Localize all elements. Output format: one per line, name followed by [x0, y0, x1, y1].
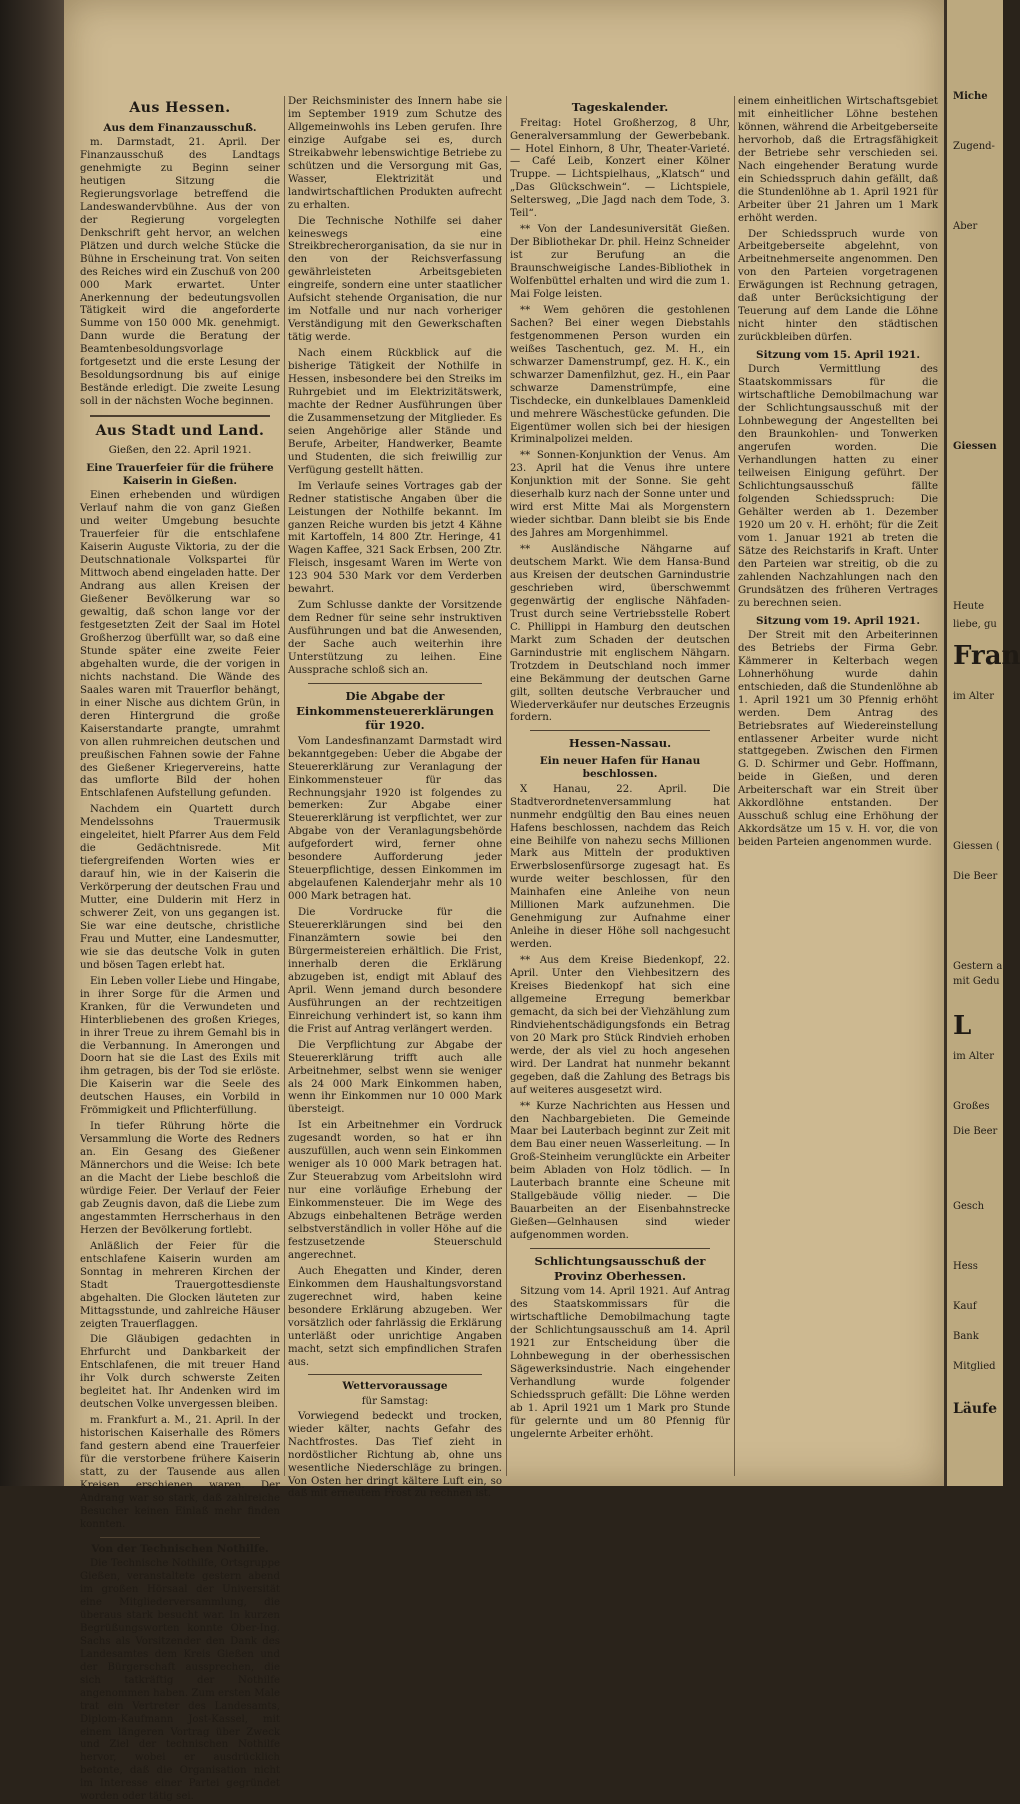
- strip-line: Zugend-: [953, 141, 995, 152]
- column-rule: [506, 96, 507, 1476]
- article-paragraph: Vom Landesfinanzamt Darmstadt wird bekanntgegeben: Ueber die Abgabe der Steuererklärung zur Veranlagung der Einkommensteuer für das Rechnungsjahr 1920 ist folgendes zu bemerken: Zur Abgabe einer Steuererklärung ist verpflichtet, wer zur Abgabe von der Veranlagungsbehörde aufgefordert wird, ferner ohne besondere Aufforderung jeder Steuerpflichtige, dessen Einkommen im abgelaufenen Kalenderjahr mehr als 10 000 Mark betragen hat.: [288, 735, 502, 903]
- article-paragraph: Die Vordrucke für die Steuererklärungen sind bei den Finanzämtern sowie bei den Bürgermeistereien erhältlich. Die Frist, innerhalb deren die Erklärung abzugeben ist, endigt mit Ablauf des April. Wenn jemand durch besondere Ausführungen an der rechtzeitigen Einreichung verhindert ist, so kann ihm die Frist auf Antrag verlängert werden.: [288, 907, 502, 1035]
- column-2: [288, 96, 502, 1500]
- divider: [530, 1248, 710, 1249]
- column-1: [80, 96, 280, 1803]
- column-4: [738, 96, 938, 1476]
- strip-line: Giessen: [953, 441, 997, 452]
- article-title: Schlichtungsausschuß der Provinz Oberhessen.: [534, 1254, 706, 1283]
- strip-line: Giessen (: [953, 841, 1000, 852]
- article-text: m. Darmstadt, 21. April. Der Finanzausschuß des Landtags genehmigte zu Beginn seiner heutigen Sitzung die Regierungsvorlage betreffend die Landeswandervbühne. Aus der von der Regierung vorgelegten Denkschrift geht hervor, an welchen Plätzen und durch welche Stücke die Bühne in Erscheinung trat. Von seiten des Reiches wird ein Zuschuß von 200 000 Mark erwartet. Unter Anerkennung der bedeutungsvollen Tätigkeit wird die angeforderte Summe von 150 000 Mk. genehmigt. Dann wurde die Beratung der Beamtenbesoldungsvorlage fortgesetzt und die erste Lesung der Besoldungsordnung bis auf einige Bestände erledigt. Die zweite Lesung soll in der nächsten Woche beginnen.: [80, 137, 280, 408]
- article-paragraph: Ein Leben voller Liebe und Hingabe, in ihrer Sorge für die Armen und Kranken, für die Verwundeten und Hinterbliebenen des großen Krieges, in ihrer Treue zu ihrem Gemahl bis in die Verbannung. In Amerongen und Doorn hat sie die Last des Exils mit ihm getragen, bis der Tod sie erlöste. Die Kaiserin war die Seele des deutschen Hauses, ein Vorbild in Frömmigkeit und Pflichterfüllung.: [80, 975, 280, 1117]
- strip-line: Läufe: [953, 1401, 998, 1417]
- strip-line: Hess: [953, 1261, 978, 1272]
- article-text: Die Technische Nothilfe, Ortsgruppe Gießen, veranstaltete gestern abend im großen Hörsaal der Universität eine Mitgliederversammlung, die überaus stark besucht war. In kurzen Begrüßungsworten konnte Ober-Ing. Sachs als Vorsitzender den Dank des Landesamtes dem Kreis Gießen und der Bürgerschaft aussprechen, die sich tatkräftig der Nothilfe angenommen haben. Zum ersten Male trat ein Vertreter des Landesamts, Diplom-Kaufmann Jost-Kassel, mit einem längeren Vortrag über Zweck und Ziel der technischen Nothilfe hervor, wobei er ausdrücklich betonte, daß die Organisation nicht im Interesse einer Partei gegründet worden oder tätig sei.: [80, 1558, 280, 1803]
- book-binding: [0, 0, 72, 1486]
- article-paragraph: Die Technische Nothilfe sei daher keineswegs eine Streikbrecherorganisation, da sie nur in den von der Reichsverfassung gewährleisteten Arbeitsgebieten eingreife, sondern eine unter staatlicher Aufsicht stehende Organisation, die nur im Notfalle und nur nach vorheriger Verständigung mit den Gewerkschaften tätig werde.: [288, 215, 502, 344]
- article-paragraph: Der Reichsminister des Innern habe sie im September 1919 zum Schutze des Allgemeinwohls ins Leben gerufen. Ihre einzige Aufgabe sei es, durch Streikabwehr lebenswichtige Betriebe zu schützen und die Versorgung mit Gas, Wasser, Elektrizität und landwirtschaftlichen Produkten aufrecht zu erhalten.: [288, 96, 502, 211]
- article-text: ** Aus dem Kreise Biedenkopf, 22. April. Unter den Viehbesitzern des Kreises Biedenkopf hat sich eine allgemeine Erregung bemerkbar gemacht, da sich bei der Viehzählung zum Rindviehentschädigungsfonds ein Betrag von 20 Mark pro Stück Rindvieh erhoben werde, der als viel zu hoch angesehen wird. Der Landrat hat nunmehr bekannt gegeben, daß die Zahlung des Betrags bis auf weiteres ausgesetzt wird.: [510, 955, 730, 1096]
- strip-line: mit Gedu: [953, 976, 1000, 987]
- article-subtitle: Ein neuer Hafen für Hanau beschlossen.: [539, 755, 701, 781]
- article-text: X Hanau, 22. April. Die Stadtverordnetenversammlung hat nunmehr endgültig den Bau eines neuen Hafens beschlossen, nachdem das Reich eine Beihilfe von nahezu sechs Millionen Mark aus Mitteln der produktiven Erwerbslosenfürsorge zugesagt hat. Es wurde weiter beschlossen, für den Mainhafen eine Anleihe von neun Millionen Mark aufzunehmen. Die Genehmigung zur Aufnahme einer Anleihe in dieser Höhe soll nachgesucht werden.: [510, 783, 730, 951]
- notice: ** Sonnen-Konjunktion der Venus. Am 23. April hat die Venus ihre untere Konjunktion mit der Sonne. Sie geht dieserhalb kurz nach der Sonne unter und wird erst Mitte Mai als Morgenstern wieder sichtbar. Dann bleibt sie bis Ende des Jahres am Morgenhimmel.: [510, 450, 730, 540]
- article-subtitle: Von der Technischen Nothilfe.: [91, 1542, 269, 1555]
- divider: [308, 683, 482, 684]
- article-text: Durch Vermittlung des Staatskommissars für die wirtschaftliche Demobilmachung war der Schlichtungsausschuß mit der Lohnbewegung der Angestellten bei den Braunkohlen- und Tonwerken angerufen worden. Die Verhandlungen hatten zu einer teilweisen Einigung geführt. Der Schlichtungsausschuß fällte folgenden Schiedsspruch: Die Gehälter werden ab 1. Dezember 1920 um 20 v. H. erhöht; für die Zeit vom 1. Januar 1921 ab treten die Sätze des Reichstarifs in Kraft. Unter den Parteien war streitig, ob die zu zahlenden Nachzahlungen nach den Grundsätzen des früheren Vertrages zu berechnen seien.: [738, 364, 938, 609]
- article-paragraph: Die Gläubigen gedachten in Ehrfurcht und Dankbarkeit der Entschlafenen, die mit treuer Hand ihr Volk durch schwerste Zeiten begleitet hat. Ihr Andenken wird im deutschen Volke unvergessen bleiben.: [80, 1334, 280, 1411]
- notice: ** Von der Landesuniversität Gießen. Der Bibliothekar Dr. phil. Heinz Schneider ist zur Berufung an die Braunschweigische Landes-Bibliothek in Wolfenbüttel erhalten und wird die zum 1. Mai Folge leisten.: [510, 224, 730, 300]
- sitzung-title: Sitzung vom 19. April 1921.: [756, 614, 920, 627]
- strip-line: liebe, gu: [953, 619, 997, 630]
- strip-line: Gestern a: [953, 961, 1003, 972]
- article-paragraph: Nachdem ein Quartett durch Mendelssohns Trauermusik eingeleitet, hielt Pfarrer Aus dem Feld die Gedächtnisrede. Mit tiefergreifenden Worten wies er darauf hin, wie in der Kaiserin die Verkörperung der deutschen Frau und Mutter, eine Dulderin mit Herz in schwerer Zeit, von uns gegangen ist. Sie war eine deutsche, christliche Frau und Mutter, eine Landesmutter, wie sie das deutsche Volk in guten und bösen Tagen erlebt hat.: [80, 804, 280, 971]
- divider: [308, 1374, 482, 1375]
- strip-line: Bank: [953, 1331, 979, 1342]
- strip-line: im Alter: [953, 691, 994, 702]
- article-subtitle: Eine Trauerfeier für die frühere Kaiserin in Gießen.: [86, 461, 274, 488]
- weather-title: Wettervoraussage: [342, 1380, 448, 1393]
- article-paragraph: Im Verlaufe seines Vortrages gab der Redner statistische Angaben über die Leistungen der Nothilfe bekannt. Im ganzen Reiche wurden bis jetzt 4 Kähne mit Kartoffeln, 14 800 Ztr. Heringe, 41 Wagen Kaffee, 321 Sack Erbsen, 200 Ztr. Fleisch, insgesamt Waren im Werte von 123 904 530 Mark vor dem Verderben bewahrt.: [288, 480, 502, 596]
- section-title-stadt: Aus Stadt und Land.: [95, 423, 265, 440]
- strip-line: Mitglied: [953, 1361, 996, 1372]
- article-paragraph: Anläßlich der Feier für die entschlafene Kaiserin wurden am Sonntag in mehreren Kirchen der Stadt Trauergottesdienste abgehalten. Die Glocken läuteten zur Mittagsstunde, und zahlreiche Häuser zeigten Trauerflaggen.: [80, 1240, 280, 1330]
- weather-subtitle: für Samstag:: [361, 1395, 429, 1407]
- notice: ** Ausländische Nähgarne auf deutschem Markt. Wie dem Hansa-Bund aus Kreisen der deutschen Garnindustrie geschrieben wird, überschwemmt gegenwärtig der englische Nähfaden-Trust durch seine Vertriebsstelle Robert C. Phillippi in Hamburg den deutschen Markt zum Schaden der deutschen Garnindustrie mit englischem Nähgarn. Trotzdem in Deutschland noch immer eine Bekämmung der deutschen Garne gilt, sollten deutsche Verbraucher und Wiederverkäufer nur deutsches Erzeugnis fordern.: [510, 544, 730, 724]
- column-rule: [284, 96, 285, 1476]
- strip-line: Die Beer: [953, 871, 998, 882]
- article-paragraph: Ist ein Arbeitnehmer ein Vordruck zugesandt worden, so hat er ihn auszufüllen, auch wenn sein Einkommen weniger als 10 000 Mark betragen hat. Zur Steuerabzug vom Arbeitslohn wird nur eine vorläufige Erhebung der Einkommensteuer. Die im Wege des Abzugs einbehaltenen Beträge werden selbstverständlich in voller Höhe auf die festzusetzende Steuerschuld angerechnet.: [288, 1120, 502, 1261]
- article-text: Sitzung vom 14. April 1921. Auf Antrag des Staatskommissars für die wirtschaftliche Demobilmachung tagte der Schlichtungsausschuß am 14. April 1921 zur Entscheidung über die Lohnbewegung in der oberhessischen Sägewerksindustrie. Nach eingehender Verhandlung wurde folgender Schiedsspruch gefällt: Die Löhne werden ab 1. April 1921 um 1 Mark pro Stunde für gelernte und um 80 Pfennig für ungelernte Arbeiter erhöht.: [510, 1286, 730, 1440]
- strip-line: Großes: [953, 1101, 990, 1112]
- divider: [90, 415, 270, 417]
- article-text: ** Kurze Nachrichten aus Hessen und den Nachbargebieten. Die Gemeinde Maar bei Lauterbach beginnt zur Zeit mit dem Bau einer neuen Wasserleitung. — In Groß-Steinheim verunglückte ein Arbeiter beim Abladen von Holz tödlich. — In Lauterbach brannte eine Scheune mit Stallgebäude völlig nieder. — Die Bauarbeiten an der Eisenbahnstrecke Gießen—Gelnhausen sind wieder aufgenommen worden.: [510, 1100, 730, 1242]
- dateline: Gießen, den 22. April 1921.: [108, 444, 252, 456]
- article-paragraph: Die Verpflichtung zur Abgabe der Steuererklärung trifft auch alle Arbeitnehmer, selbst wenn sie weniger als 24 000 Mark Einkommen haben, wenn ihr Einkommen nur 10 000 Mark übersteigt.: [288, 1039, 502, 1116]
- divider: [100, 1537, 260, 1538]
- strip-line: Aber: [953, 221, 978, 232]
- article-paragraph: In tiefer Rührung hörte die Versammlung die Worte des Redners an. Ein Gesang des Gießener Männerchors und die Weise: Ich bete an die Macht der Liebe beschloß die würdige Feier. Der Verlauf der Feier gab Zeugnis davon, daß die Liebe zum angestammten Herrscherhaus in den Herzen der Bevölkerung fortlebt.: [80, 1121, 280, 1236]
- article-title: Die Abgabe der Einkommensteuererklärungen für 1920.: [296, 688, 494, 733]
- strip-line: Heute: [953, 601, 985, 612]
- article-paragraph: m. Frankfurt a. M., 21. April. In der historischen Kaiserhalle des Römers fand gestern abend eine Trauerfeier für die verstorbene frühere Kaiserin statt, zu der Tausende aus allen Kreisen erschienen waren. Der Andrang war so stark, daß zahlreiche Besucher keinen Einlaß mehr finden konnten.: [80, 1415, 280, 1530]
- sitzung-title: Sitzung vom 15. April 1921.: [756, 349, 920, 362]
- divider: [530, 730, 710, 731]
- strip-line: L: [953, 1011, 972, 1041]
- article-paragraph: Der Schiedsspruch wurde von Arbeitgeberseite abgelehnt, von Arbeitnehmerseite angenommen. Den von den Parteien vorgetragenen Erwägungen ist Rechnung getragen, daß unter Berücksichtigung der Teuerung auf dem Lande die Löhne nicht hinter den städtischen zurückbleiben dürfen.: [738, 228, 938, 344]
- article-paragraph: einem einheitlichen Wirtschaftsgebiet mit einheitlicher Löhne bestehen können, während die Arbeitgeberseite hervorhob, daß die Ertragsfähigkeit der Betriebe sehr verschieden sei. Nach eingehender Beratung wurde ein Schiedsspruch dahin gefällt, daß die Stundenlöhne ab 1. April 1921 für Arbeiter über 21 Jahren um 1 Mark erhöht werden.: [738, 96, 938, 224]
- notice: ** Wem gehören die gestohlenen Sachen? Bei einer wegen Diebstahls festgenommenen Person wurden ein weißes Taschentuch, gez. M. H., ein schwarzer Damenstrumpf, gez. H. K., ein schwarzer Damenfilzhut, gez. H., ein Paar schwarze Damenstrümpfe, eine Tischdecke, ein dunkelblaues Damenkleid und mehrere Wäschestücke gefunden. Die Eigentümer wollen sich bei der hiesigen Kriminalpolizei melden.: [510, 304, 730, 446]
- article-paragraph: Einen erhebenden und würdigen Verlauf nahm die von ganz Gießen und weiter Umgebung besuchte Trauerfeier für die entschlafene Kaiserin Auguste Viktoria, zu der die Deutschnationale Volkspartei für Mittwoch abend eingeladen hatte. Der Andrang aus allen Kreisen der Gießener Bevölkerung war so gewaltig, daß schon lange vor der festgesetzten Zeit der Saal im Hotel Großherzog überfüllt war, so daß eine Stunde später eine zweite Feier abgehalten wurde, die der vorigen in nichts nachstand. Die Wände des Saales waren mit Trauerflor behängt, in einer Nische aus dichtem Grün, in deren Hintergrund die große Kaiserstandarte prangte, umrahmt von allen ruhmreichen deutschen und preußischen Fahnen sowie der Fahne des Gießener Kriegervereins, hatte das umflorte Bild der hohen Entschlafenen Aufstellung gefunden.: [80, 490, 280, 800]
- article-paragraph: Auch Ehegatten und Kinder, deren Einkommen dem Haushaltungsvorstand zugerechnet wird, haben keine besondere Erklärung abzugeben. Wer vorsätzlich oder fahrlässig die Erklärung unterläßt oder unrichtige Angaben macht, setzt sich empfindlichen Strafen aus.: [288, 1265, 502, 1368]
- article-subtitle: Aus dem Finanzausschuß.: [103, 121, 257, 134]
- section-title-hessen-nassau: Hessen-Nassau.: [568, 736, 672, 751]
- kalender-title: Tageskalender.: [571, 100, 669, 114]
- section-title-hessen: Aus Hessen.: [129, 100, 231, 116]
- strip-line: Gesch: [953, 1201, 985, 1212]
- strip-heading: Miche: [953, 91, 988, 102]
- strip-line: Fran: [953, 641, 1020, 671]
- kalender-text: Freitag: Hotel Großherzog, 8 Uhr, Generalversammlung der Gewerbebank. — Hotel Einhorn, 8 Uhr, Theater-Varieté. — Café Leib, Konzert einer Kölner Truppe. — Lichtspielhaus, „Klatsch“ und „Das Glückschwein“. — Lichtspiele, Seltersweg, „Die Jagd nach dem Tode, 3. Teil“.: [510, 117, 730, 220]
- strip-line: Kauf: [953, 1301, 977, 1312]
- weather-text: Vorwiegend bedeckt und trocken, wieder kälter, nachts Gefahr des Nachtfrostes. Das Tief zieht in nordöstlicher Richtung ab, ohne uns wesentliche Niederschläge zu bringen. Von Osten her dringt kältere Luft ein, so daß mit erneutem Frost zu rechnen ist.: [288, 1410, 502, 1500]
- article-paragraph: Nach einem Rückblick auf die bisherige Tätigkeit der Nothilfe in Hessen, insbesondere bei den Streiks im Ruhrgebiet und im Elektrizitätswerk, machte der Redner Ausführungen über die Zusammensetzung der Mitglieder. Es seien Angehörige aller Stände und Berufe, Arbeiter, Handwerker, Beamte und Studenten, die sich freiwillig zur Verfügung gestellt hätten.: [288, 348, 502, 476]
- article-paragraph: Zum Schlusse dankte der Vorsitzende dem Redner für seine sehr instruktiven Ausführungen und bat die Anwesenden, der Sache auch weiterhin ihre Unterstützung zu leihen. Eine Aussprache schloß sich an.: [288, 600, 502, 676]
- column-rule: [734, 96, 735, 1476]
- strip-line: im Alter: [953, 1051, 994, 1062]
- article-text: Der Streit mit den Arbeiterinnen des Betriebs der Firma Gebr. Kämmerer in Kelterbach wegen Lohnerhöhung wurde dahin entschieden, daß die Stundenlöhne ab 1. April 1921 um 30 Pfennig erhöht werden. Dem Antrag des Betriebsrates auf Wiedereinstellung entlassener Arbeiter wurde nicht stattgegeben. Zwischen den Firmen G. D. Schirmer und Gebr. Hoffmann, beide in Gießen, und deren Arbeiterschaft war ein Streit über Akkordlöhne entstanden. Der Ausschuß schlug eine Erhöhung der Akkordsätze um 15 v. H. vor, die von beiden Parteien angenommen wurde.: [738, 629, 938, 849]
- strip-line: Die Beer: [953, 1126, 998, 1137]
- column-3: [510, 96, 730, 1476]
- adjacent-page-strip: [944, 0, 1020, 1486]
